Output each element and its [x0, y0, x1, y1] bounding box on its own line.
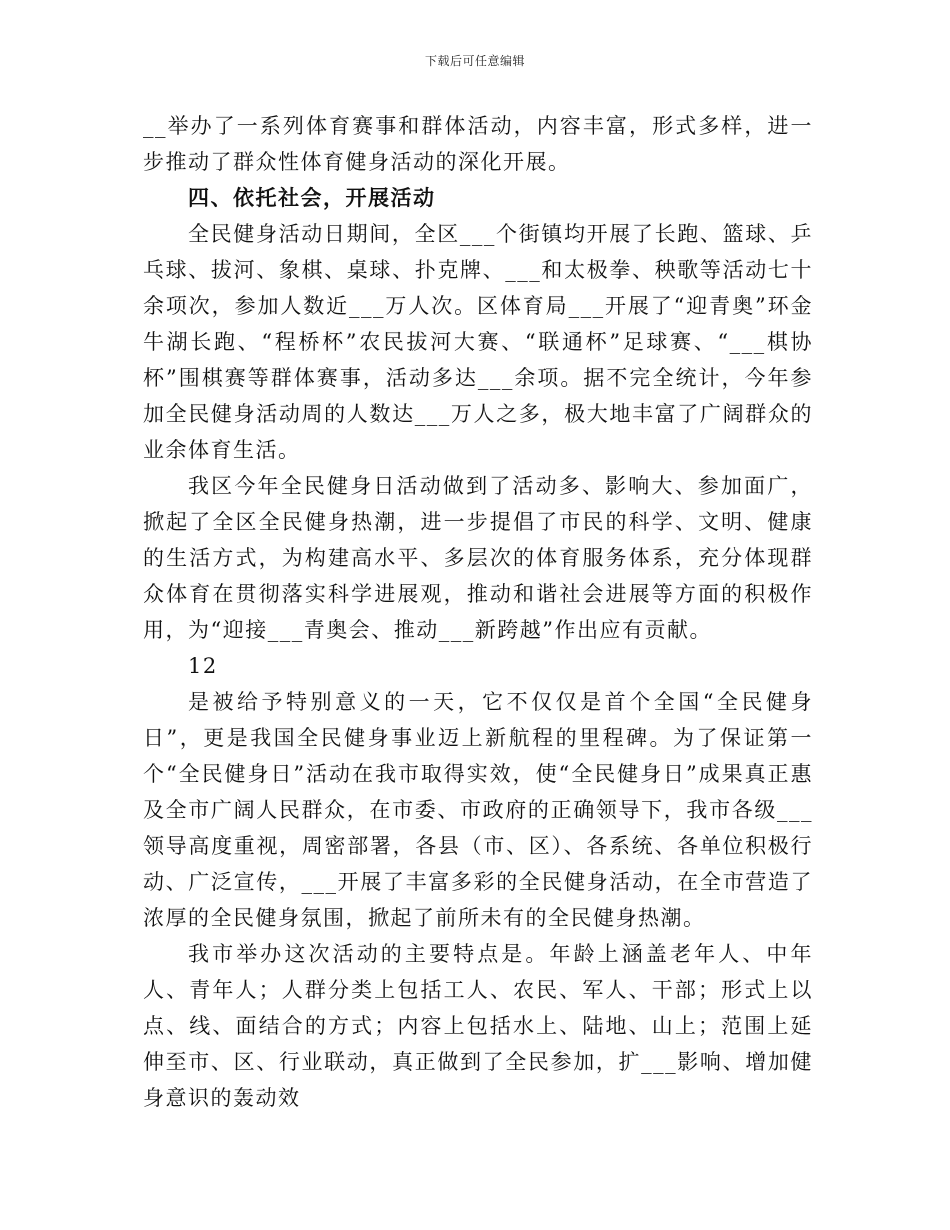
page-header-note: 下载后可任意编辑: [424, 54, 525, 68]
section-heading: 四、依托社会，开展活动: [188, 185, 436, 210]
paragraph-continuation: __举办了一系列体育赛事和群体活动，内容丰富，形式多样，进一步推动了群众性体育健身活动的深化开展。: [143, 114, 813, 174]
paragraph-fitness-day: 是被给予特别意义的一天，它不仅仅是首个全国“全民健身日”，更是我国全民健身事业迈上新航程的里程碑。为了保证第一个“全民健身日”活动在我市取得实效，使“全民健身日”成果真正惠及全市广阔人民群众，在市委、市政府的正确领导下，我市各级___领导高度重视，周密部署，各县（市、区）、各系统、各单位积极行动、广泛宣传，___开展了丰富多彩的全民健身活动，在全市营造了浓厚的全民健身氛围，掀起了前所未有的全民健身热潮。: [143, 690, 813, 930]
section-number: 12: [188, 654, 218, 678]
paragraph-features: 我市举办这次活动的主要特点是。年龄上涵盖老年人、中年人、青年人；人群分类上包括工人、农民、军人、干部；形式上以点、线、面结合的方式；内容上包括水上、陆地、山上；范围上延伸至市、区、行业联动，真正做到了全民参加，扩___影响、增加健身意识的轰动效: [143, 942, 813, 1110]
document-body: [143, 108, 813, 1116]
paragraph-summary: 我区今年全民健身日活动做到了活动多、影响大、参加面广，掀起了全区全民健身热潮，进一步提倡了市民的科学、文明、健康的生活方式，为构建高水平、多层次的体育服务体系，充分体现群众体育在贯彻落实科学进展观，推动和谐社会进展等方面的积极作用，为“迎接___青奥会、推动___新跨越”作出应有贡献。: [143, 474, 813, 642]
paragraph-activities: 全民健身活动日期间，全区___个街镇均开展了长跑、篮球、乒乓球、拔河、象棋、桌球、扑克牌、___和太极拳、秧歌等活动七十余项次，参加人数近___万人次。区体育局___开展了“迎青奥”环金牛湖长跑、“程桥杯”农民拔河大赛、“联通杯”足球赛、“___棋协杯”围棋赛等群体赛事，活动多达___余项。据不完全统计，今年参加全民健身活动周的人数达___万人之多，极大地丰富了广阔群众的业余体育生活。: [143, 222, 813, 462]
